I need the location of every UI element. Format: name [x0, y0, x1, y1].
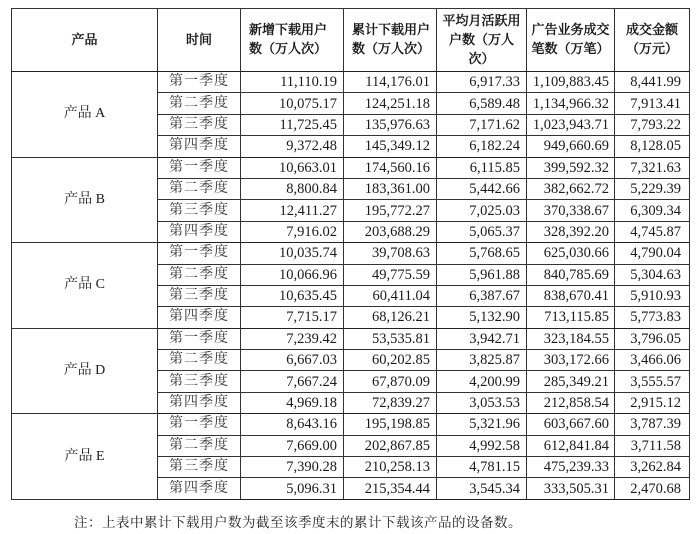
cumulative-downloads-cell: 174,560.16	[344, 157, 437, 178]
avg-mau-cell: 3,942.71	[437, 328, 527, 349]
table-row	[12, 157, 690, 178]
ad-transactions-cell: 838,670.41	[527, 285, 615, 306]
avg-mau-cell: 7,025.03	[437, 200, 527, 221]
cumulative-downloads-cell: 39,708.63	[344, 243, 437, 264]
product-cell: 产品 E	[12, 414, 158, 500]
cumulative-downloads-cell: 202,867.85	[344, 435, 437, 456]
amount-cell: 2,470.68	[615, 478, 690, 499]
new-downloads-cell: 6,667.03	[241, 350, 344, 371]
product-cell: 产品 D	[12, 328, 158, 414]
ad-transactions-cell: 612,841.84	[527, 435, 615, 456]
avg-mau-cell: 5,065.37	[437, 221, 527, 242]
table-row	[12, 414, 690, 435]
new-downloads-cell: 10,635.45	[241, 285, 344, 306]
quarter-cell: 第三季度	[158, 200, 241, 221]
table-footnote: 注：上表中累计下载用户数为截至该季度末的累计下载该产品的设备数。	[74, 515, 522, 530]
avg-mau-cell: 4,781.15	[437, 457, 527, 478]
avg-mau-cell: 5,132.90	[437, 307, 527, 328]
header-row	[12, 9, 690, 72]
quarter-cell: 第二季度	[158, 350, 241, 371]
quarter-cell: 第四季度	[158, 221, 241, 242]
avg-mau-cell: 5,768.65	[437, 243, 527, 264]
ad-transactions-cell: 949,660.69	[527, 136, 615, 157]
new-downloads-cell: 5,096.31	[241, 478, 344, 499]
new-downloads-cell: 8,643.16	[241, 414, 344, 435]
cumulative-downloads-cell: 53,535.81	[344, 328, 437, 349]
quarter-cell: 第三季度	[158, 457, 241, 478]
cumulative-downloads-cell: 145,349.12	[344, 136, 437, 157]
amount-cell: 6,309.34	[615, 200, 690, 221]
table-row	[12, 243, 690, 264]
avg-mau-cell: 7,171.62	[437, 114, 527, 135]
avg-mau-cell: 3,825.87	[437, 350, 527, 371]
ad-transactions-cell: 625,030.66	[527, 243, 615, 264]
table-row	[12, 72, 690, 93]
cumulative-downloads-cell: 72,839.27	[344, 392, 437, 413]
quarter-cell: 第一季度	[158, 328, 241, 349]
avg-mau-cell: 4,200.99	[437, 371, 527, 392]
avg-mau-cell: 6,387.67	[437, 285, 527, 306]
amount-cell: 3,796.05	[615, 328, 690, 349]
quarter-cell: 第二季度	[158, 435, 241, 456]
cumulative-downloads-cell: 195,198.85	[344, 414, 437, 435]
new-downloads-cell: 11,725.45	[241, 114, 344, 135]
ad-transactions-cell: 382,662.72	[527, 178, 615, 199]
product-cell: 产品 B	[12, 157, 158, 243]
new-downloads-cell: 9,372.48	[241, 136, 344, 157]
quarter-cell: 第一季度	[158, 157, 241, 178]
amount-cell: 4,790.04	[615, 243, 690, 264]
table-row	[12, 328, 690, 349]
cumulative-downloads-cell: 135,976.63	[344, 114, 437, 135]
quarter-cell: 第四季度	[158, 392, 241, 413]
ad-transactions-cell: 370,338.67	[527, 200, 615, 221]
amount-cell: 7,793.22	[615, 114, 690, 135]
avg-mau-cell: 6,115.85	[437, 157, 527, 178]
new-downloads-cell: 7,667.24	[241, 371, 344, 392]
quarter-cell: 第一季度	[158, 414, 241, 435]
header-cumulative-downloads: 累计下载用户数（万人次）	[344, 9, 437, 72]
table-body	[12, 72, 690, 500]
ad-transactions-cell: 328,392.20	[527, 221, 615, 242]
product-cell: 产品 C	[12, 243, 158, 329]
header-ad-transactions: 广告业务成交笔数（万笔）	[527, 9, 615, 72]
avg-mau-cell: 3,053.53	[437, 392, 527, 413]
quarter-cell: 第四季度	[158, 136, 241, 157]
cumulative-downloads-cell: 68,126.21	[344, 307, 437, 328]
avg-mau-cell: 4,992.58	[437, 435, 527, 456]
cumulative-downloads-cell: 49,775.59	[344, 264, 437, 285]
ad-transactions-cell: 1,134,966.32	[527, 93, 615, 114]
product-cell: 产品 A	[12, 72, 158, 158]
cumulative-downloads-cell: 183,361.00	[344, 178, 437, 199]
amount-cell: 4,745.87	[615, 221, 690, 242]
cumulative-downloads-cell: 215,354.44	[344, 478, 437, 499]
new-downloads-cell: 10,066.96	[241, 264, 344, 285]
ad-transactions-cell: 323,184.55	[527, 328, 615, 349]
ad-transactions-cell: 713,115.85	[527, 307, 615, 328]
cumulative-downloads-cell: 210,258.13	[344, 457, 437, 478]
new-downloads-cell: 7,390.28	[241, 457, 344, 478]
cumulative-downloads-cell: 203,688.29	[344, 221, 437, 242]
quarter-cell: 第二季度	[158, 264, 241, 285]
amount-cell: 3,555.57	[615, 371, 690, 392]
quarter-cell: 第三季度	[158, 285, 241, 306]
ad-transactions-cell: 603,667.60	[527, 414, 615, 435]
ad-transactions-cell: 840,785.69	[527, 264, 615, 285]
ad-transactions-cell: 285,349.21	[527, 371, 615, 392]
cumulative-downloads-cell: 60,202.85	[344, 350, 437, 371]
new-downloads-cell: 12,411.27	[241, 200, 344, 221]
amount-cell: 5,773.83	[615, 307, 690, 328]
amount-cell: 8,128.05	[615, 136, 690, 157]
new-downloads-cell: 7,916.02	[241, 221, 344, 242]
header-avg-mau: 平均月活跃用户数（万人次）	[437, 9, 527, 72]
new-downloads-cell: 4,969.18	[241, 392, 344, 413]
new-downloads-cell: 10,663.01	[241, 157, 344, 178]
product-quarterly-table	[11, 8, 690, 500]
avg-mau-cell: 5,961.88	[437, 264, 527, 285]
ad-transactions-cell: 303,172.66	[527, 350, 615, 371]
cumulative-downloads-cell: 195,772.27	[344, 200, 437, 221]
amount-cell: 5,229.39	[615, 178, 690, 199]
quarter-cell: 第二季度	[158, 178, 241, 199]
header-new-downloads: 新增下载用户数（万人次）	[241, 9, 344, 72]
avg-mau-cell: 6,917.33	[437, 72, 527, 93]
avg-mau-cell: 6,182.24	[437, 136, 527, 157]
ad-transactions-cell: 399,592.32	[527, 157, 615, 178]
ad-transactions-cell: 475,239.33	[527, 457, 615, 478]
amount-cell: 8,441.99	[615, 72, 690, 93]
amount-cell: 3,466.06	[615, 350, 690, 371]
header-product: 产品	[12, 9, 158, 72]
ad-transactions-cell: 1,023,943.71	[527, 114, 615, 135]
new-downloads-cell: 7,239.42	[241, 328, 344, 349]
amount-cell: 7,321.63	[615, 157, 690, 178]
quarter-cell: 第一季度	[158, 72, 241, 93]
ad-transactions-cell: 212,858.54	[527, 392, 615, 413]
amount-cell: 5,304.63	[615, 264, 690, 285]
quarter-cell: 第四季度	[158, 478, 241, 499]
quarter-cell: 第四季度	[158, 307, 241, 328]
ad-transactions-cell: 333,505.31	[527, 478, 615, 499]
new-downloads-cell: 11,110.19	[241, 72, 344, 93]
header-time: 时间	[158, 9, 241, 72]
data-table-container	[11, 8, 690, 500]
new-downloads-cell: 8,800.84	[241, 178, 344, 199]
amount-cell: 7,913.41	[615, 93, 690, 114]
cumulative-downloads-cell: 124,251.18	[344, 93, 437, 114]
amount-cell: 3,787.39	[615, 414, 690, 435]
avg-mau-cell: 5,321.96	[437, 414, 527, 435]
cumulative-downloads-cell: 60,411.04	[344, 285, 437, 306]
ad-transactions-cell: 1,109,883.45	[527, 72, 615, 93]
new-downloads-cell: 10,075.17	[241, 93, 344, 114]
cumulative-downloads-cell: 114,176.01	[344, 72, 437, 93]
amount-cell: 3,262.84	[615, 457, 690, 478]
amount-cell: 5,910.93	[615, 285, 690, 306]
quarter-cell: 第一季度	[158, 243, 241, 264]
header-amount: 成交金额（万元）	[615, 9, 690, 72]
new-downloads-cell: 10,035.74	[241, 243, 344, 264]
cumulative-downloads-cell: 67,870.09	[344, 371, 437, 392]
new-downloads-cell: 7,669.00	[241, 435, 344, 456]
quarter-cell: 第三季度	[158, 114, 241, 135]
avg-mau-cell: 5,442.66	[437, 178, 527, 199]
amount-cell: 3,711.58	[615, 435, 690, 456]
new-downloads-cell: 7,715.17	[241, 307, 344, 328]
quarter-cell: 第二季度	[158, 93, 241, 114]
quarter-cell: 第三季度	[158, 371, 241, 392]
avg-mau-cell: 6,589.48	[437, 93, 527, 114]
avg-mau-cell: 3,545.34	[437, 478, 527, 499]
amount-cell: 2,915.12	[615, 392, 690, 413]
